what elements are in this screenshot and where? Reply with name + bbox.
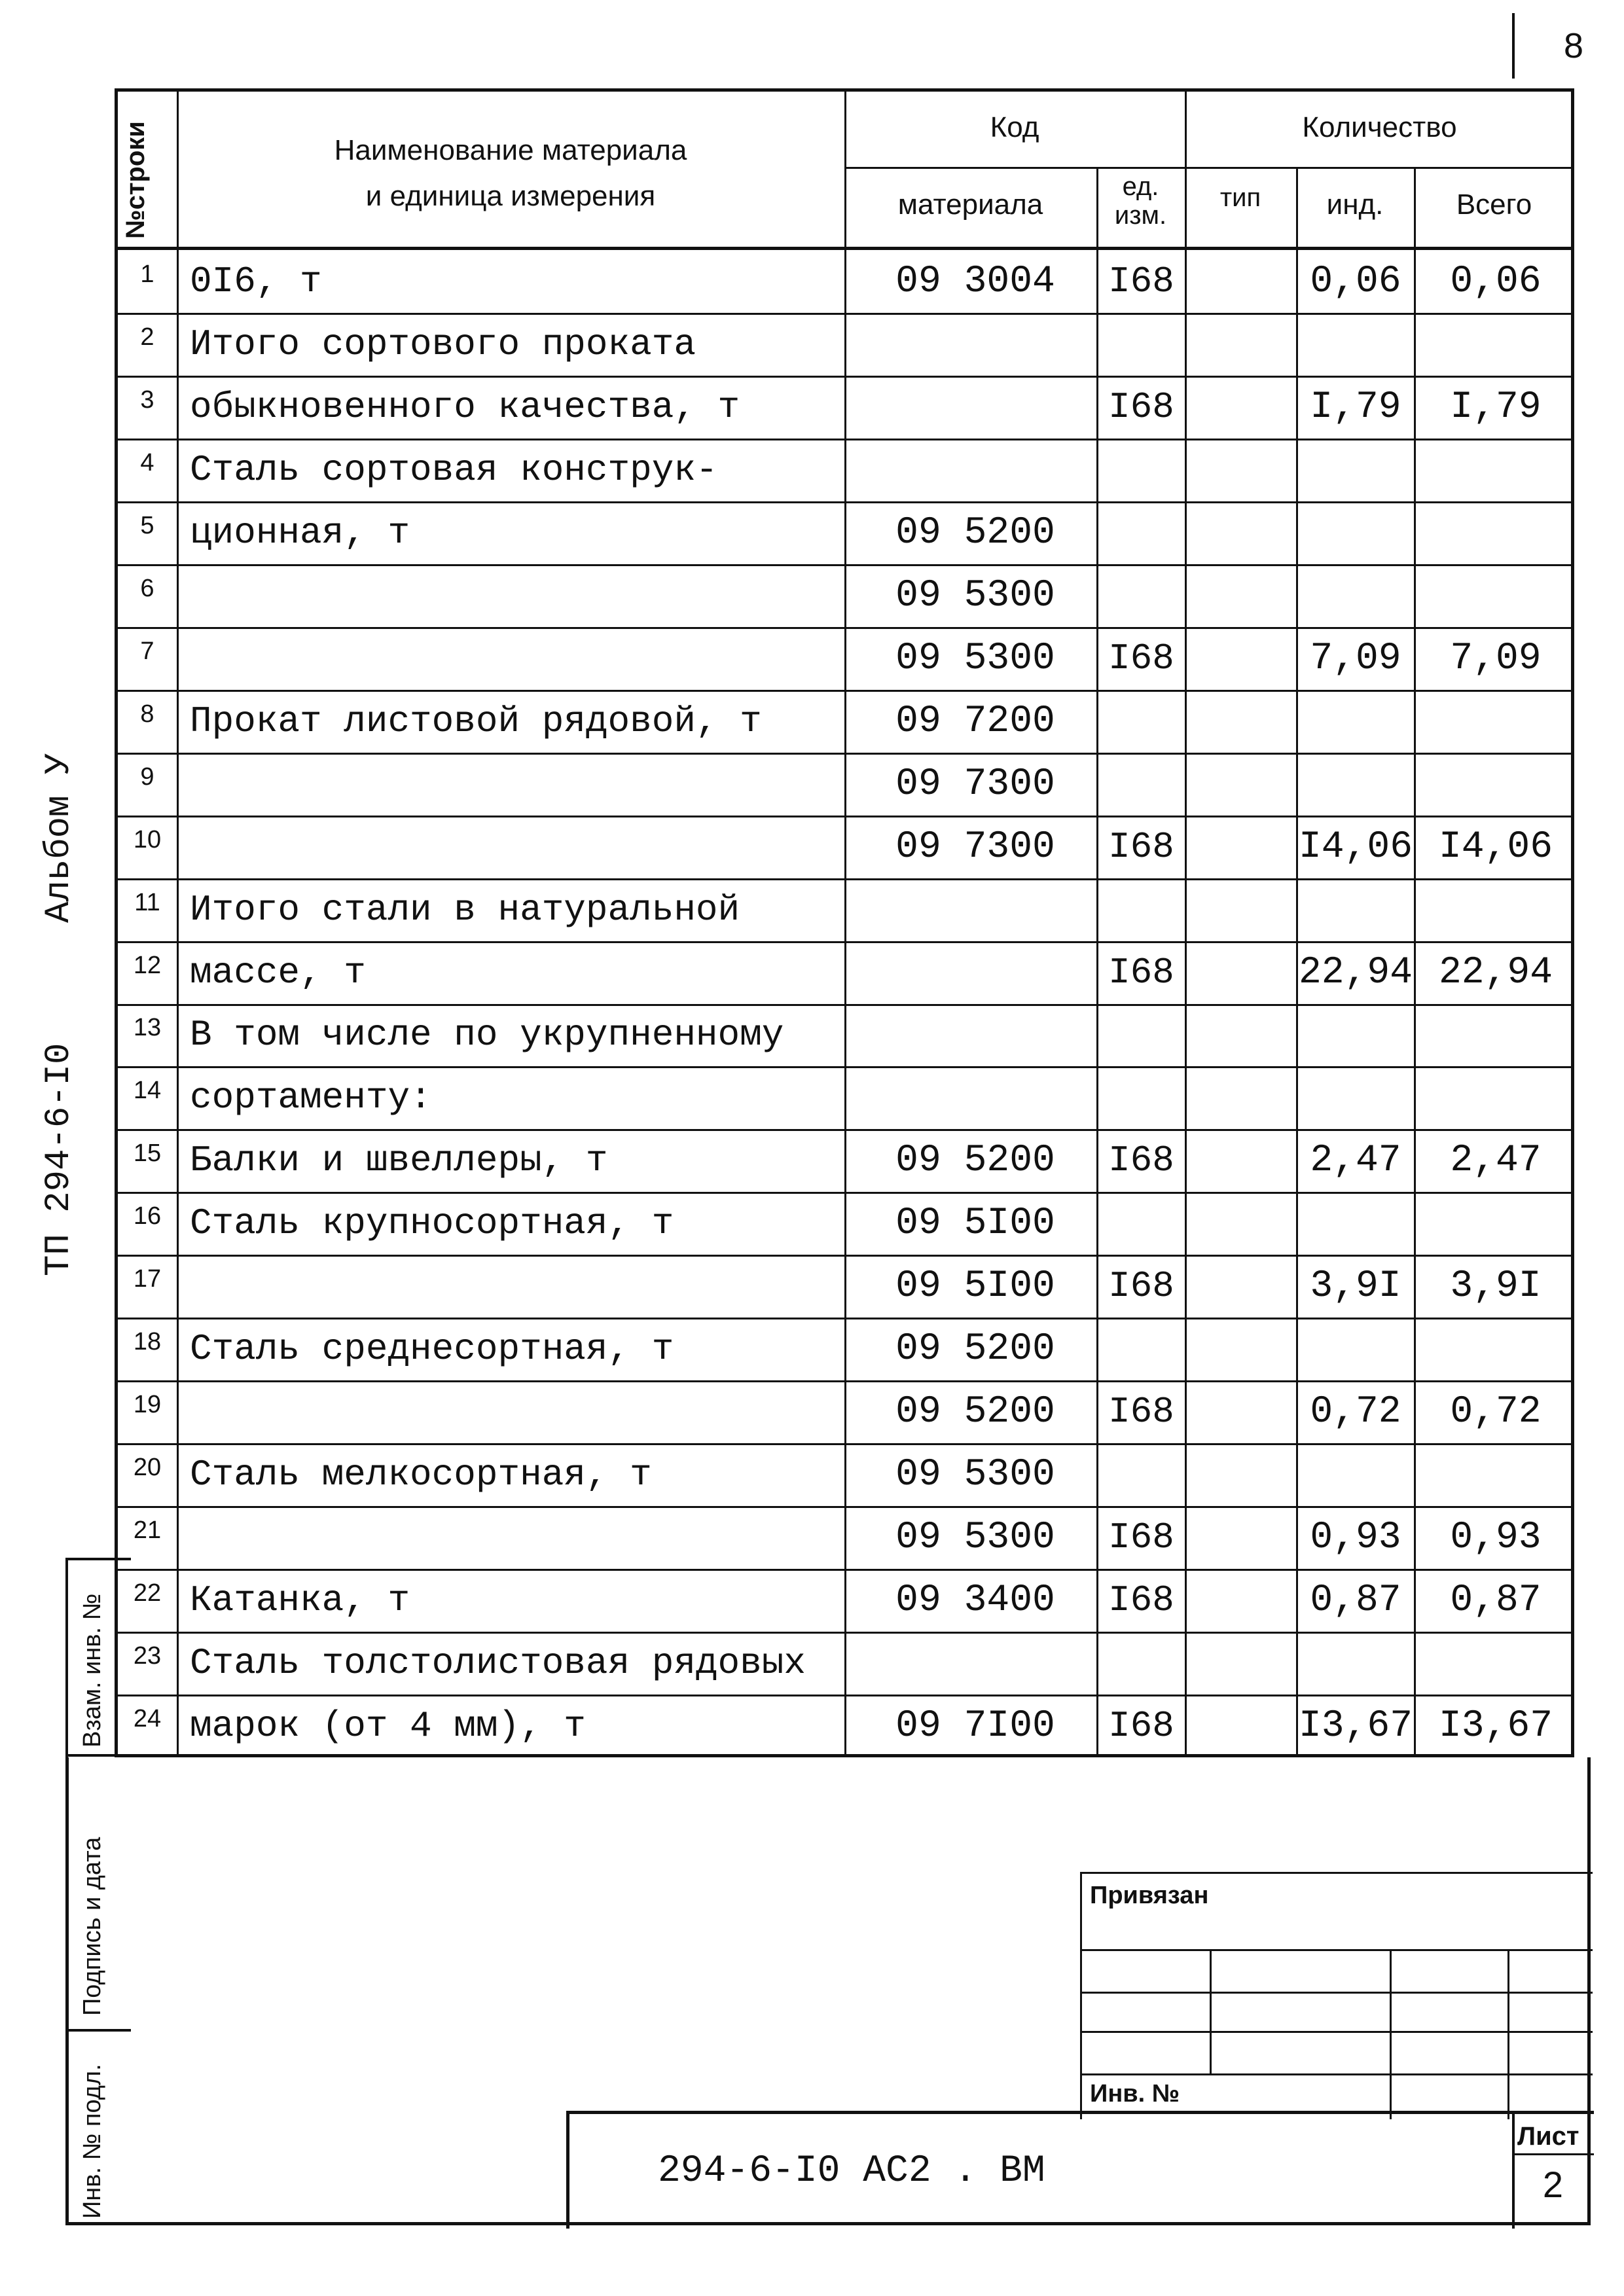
row-ind: 3,9I: [1310, 1265, 1401, 1308]
row-name: массе, т: [190, 951, 366, 994]
row-unit: I68: [1108, 825, 1174, 868]
row-code: 09 5200: [895, 1328, 1055, 1371]
row-unit: I68: [1108, 1705, 1174, 1748]
row-number: 23: [133, 1642, 162, 1670]
row-name: Сталь мелкосортная, т: [190, 1454, 652, 1496]
header-code-material: материала: [897, 188, 1043, 221]
row-code: 09 3004: [895, 260, 1055, 303]
header-code-unit: ед. изм.: [1114, 172, 1167, 230]
row-unit: I68: [1108, 1579, 1174, 1622]
row-code: 09 5300: [895, 574, 1055, 617]
row-number: 10: [133, 825, 162, 853]
row-code: 09 5200: [895, 511, 1055, 554]
row-number: 19: [133, 1391, 162, 1419]
row-number: 4: [140, 448, 154, 476]
stamp-podpis: Подпись и дата: [79, 1837, 106, 2016]
row-number: 11: [134, 888, 160, 916]
row-number: 16: [133, 1202, 162, 1230]
list-label: Лист: [1517, 2122, 1579, 2151]
binding-inv-no: Инв. №: [1090, 2080, 1180, 2108]
binding-box: [1080, 1872, 1593, 2119]
row-unit: I68: [1108, 1139, 1174, 1182]
row-name: марок (от 4 мм), т: [190, 1705, 586, 1748]
row-ind: 2,47: [1310, 1139, 1401, 1183]
header-qty-total: Всего: [1456, 188, 1532, 221]
row-name: В том числе по укрупненному: [190, 1014, 784, 1056]
row-name: Прокат листовой рядовой, т: [190, 700, 762, 742]
row-ind: I3,67: [1298, 1705, 1413, 1748]
row-total: I3,67: [1438, 1705, 1553, 1748]
row-unit: I68: [1108, 386, 1174, 428]
row-number: 20: [133, 1454, 162, 1482]
row-total: 22,94: [1438, 951, 1553, 994]
header-name: Наименование материала и единица измерения: [334, 134, 687, 212]
row-name: ционная, т: [190, 511, 410, 554]
row-unit: I68: [1108, 1265, 1174, 1308]
row-ind: I4,06: [1298, 825, 1413, 869]
binding-privyazan: Привязан: [1090, 1882, 1209, 1909]
row-number: 9: [140, 762, 154, 791]
list-value: 2: [1542, 2164, 1564, 2205]
row-total: 0,72: [1450, 1391, 1542, 1434]
row-code: 09 5200: [895, 1139, 1055, 1183]
row-number: 1: [140, 260, 154, 288]
row-name: сортаменту:: [190, 1077, 432, 1119]
row-number: 21: [133, 1516, 162, 1545]
row-name: Сталь сортовая конструк-: [190, 448, 718, 491]
row-code: 09 5I00: [895, 1265, 1055, 1308]
row-number: 18: [133, 1328, 162, 1356]
row-name: Итого сортового проката: [190, 323, 696, 365]
row-ind: 0,06: [1310, 260, 1401, 303]
spec-table: [115, 88, 1574, 1757]
row-code: 09 5200: [895, 1391, 1055, 1434]
row-name: Сталь толстолистовая рядовых: [190, 1642, 806, 1685]
header-row-no: №строки: [121, 121, 150, 239]
row-ind: I,79: [1310, 386, 1401, 429]
row-number: 15: [133, 1139, 162, 1168]
row-name: Балки и швеллеры, т: [190, 1139, 608, 1182]
row-number: 12: [133, 951, 162, 979]
row-total: I,79: [1450, 386, 1542, 429]
row-name: Катанка, т: [190, 1579, 410, 1622]
row-code: 09 5300: [895, 1454, 1055, 1497]
row-name: Сталь среднесортная, т: [190, 1328, 674, 1371]
side-doc-code: ТП 294-6-I0: [39, 1043, 79, 1276]
row-total: 7,09: [1450, 637, 1542, 680]
row-number: 6: [140, 574, 154, 602]
stamp-inv-podl: Инв. № подл.: [79, 2064, 106, 2219]
row-unit: I68: [1108, 1516, 1174, 1559]
row-unit: I68: [1108, 951, 1174, 994]
row-name: обыкновенного качества, т: [190, 386, 740, 428]
row-number: 5: [140, 511, 154, 539]
row-code: 09 5I00: [895, 1202, 1055, 1246]
row-number: 14: [133, 1077, 162, 1105]
side-title: [39, 753, 105, 1342]
row-total: 0,93: [1450, 1516, 1542, 1560]
row-number: 13: [133, 1014, 162, 1042]
row-total: 0,87: [1450, 1579, 1542, 1623]
row-ind: 0,72: [1310, 1391, 1401, 1434]
sheet-number: 8: [1512, 13, 1624, 79]
row-number: 17: [133, 1265, 162, 1293]
side-album: Альбом У: [39, 753, 79, 923]
row-number: 7: [140, 637, 154, 665]
row-code: 09 5300: [895, 1516, 1055, 1560]
row-name: Сталь крупносортная, т: [190, 1202, 674, 1245]
header-code-group: Код: [990, 111, 1039, 143]
row-code: 09 7I00: [895, 1705, 1055, 1748]
row-code: 09 5300: [895, 637, 1055, 680]
doc-number: 294-6-I0 АС2 . ВМ: [658, 2150, 1045, 2193]
row-code: 09 7200: [895, 700, 1055, 743]
row-ind: 22,94: [1298, 951, 1413, 994]
row-total: 0,06: [1450, 260, 1542, 303]
row-total: 3,9I: [1450, 1265, 1542, 1308]
row-total: I4,06: [1438, 825, 1553, 869]
row-name: 0I6, т: [190, 260, 322, 302]
row-number: 3: [140, 386, 154, 414]
row-number: 2: [140, 323, 154, 351]
row-name: Итого стали в натуральной: [190, 888, 740, 931]
row-code: 09 7300: [895, 762, 1055, 806]
header-qty-group: Количество: [1302, 111, 1457, 143]
row-ind: 0,93: [1310, 1516, 1401, 1560]
row-unit: I68: [1108, 1391, 1174, 1433]
header-qty-type: тип: [1219, 183, 1261, 212]
row-number: 24: [133, 1705, 162, 1733]
row-unit: I68: [1108, 260, 1174, 302]
row-code: 09 7300: [895, 825, 1055, 869]
header-qty-ind: инд.: [1326, 188, 1384, 221]
row-total: 2,47: [1450, 1139, 1542, 1183]
row-code: 09 3400: [895, 1579, 1055, 1623]
title-block: [566, 2111, 1594, 2229]
row-unit: I68: [1108, 637, 1174, 679]
stamp-vzam: Взам. инв. №: [79, 1593, 106, 1748]
row-number: 22: [133, 1579, 162, 1607]
row-ind: 0,87: [1310, 1579, 1401, 1623]
row-ind: 7,09: [1310, 637, 1401, 680]
row-number: 8: [140, 700, 154, 728]
